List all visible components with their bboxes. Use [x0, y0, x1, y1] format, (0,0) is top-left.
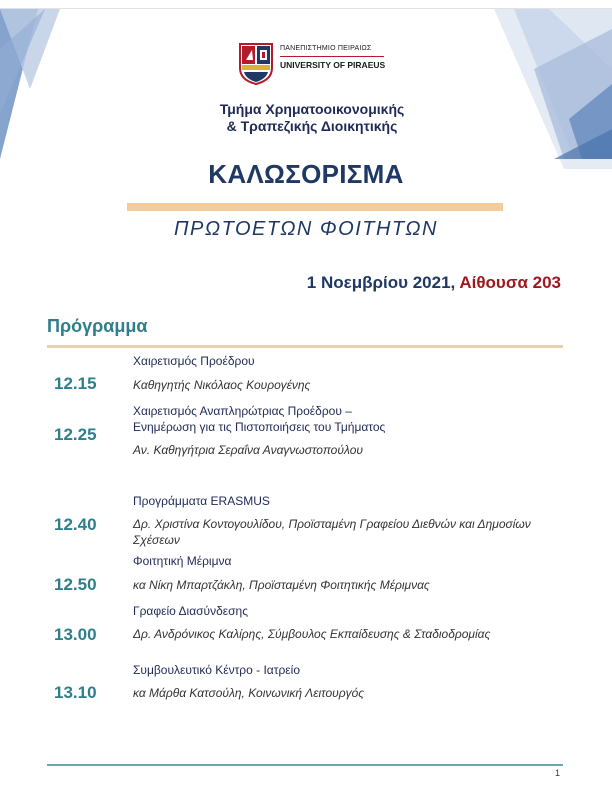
event-room: Αίθουσα 203 — [459, 273, 561, 292]
program-item-time: 13.10 — [54, 683, 97, 702]
logo-divider — [280, 56, 384, 57]
program-heading: Πρόγραμμα — [47, 316, 148, 336]
department-name — [0, 101, 612, 135]
program-item-time: 12.50 — [54, 575, 97, 594]
program-item-speaker: κα Μάρθα Κατσούλη, Κοινωνική Λειτουργός — [133, 686, 365, 700]
logo-english-text: UNIVERSITY OF PIRAEUS — [280, 60, 386, 70]
program-item-speaker: Δρ. Ανδρόνικος Καλίρης, Σύμβουλος Εκπαίδευσης & Σταδιοδρομίας — [133, 627, 491, 641]
program-item-title: Γραφείο Διασύνδεσης — [133, 604, 248, 618]
university-logo — [238, 42, 388, 86]
left-decoration — [0, 9, 70, 169]
page-title: ΚΑΛΩΣΟΡΙΣΜΑ — [208, 159, 404, 189]
right-decoration — [494, 9, 612, 169]
program-item-title: Προγράμματα ERASMUS — [133, 494, 270, 508]
program-item-time: 13.00 — [54, 625, 97, 644]
page-number: 1 — [555, 768, 561, 778]
logo-greek-text: ΠΑΝΕΠΙΣΤΗΜΙΟ ΠΕΙΡΑΙΩΣ — [280, 45, 372, 52]
program-item-time: 12.15 — [54, 374, 97, 393]
program-item-title: Χαιρετισμός Προέδρου — [133, 354, 255, 368]
program-item-speaker: Αν. Καθηγήτρια Σεραΐνα Αναγνωστοπούλου — [133, 443, 363, 457]
program-item-title: Φοιτητική Μέριμνα — [133, 554, 232, 568]
program-item-title: Χαιρετισμός Αναπληρώτριας Προέδρου – — [133, 404, 352, 418]
program-item-time: 12.40 — [54, 515, 97, 534]
program-divider — [47, 345, 563, 348]
program-item-time: 12.25 — [54, 425, 97, 444]
title-accent-bar — [127, 203, 503, 211]
event-date: 1 Νοεμβρίου 2021, — [306, 273, 460, 292]
footer-divider — [47, 764, 563, 766]
program-item-title: Συμβουλευτικό Κέντρο - Ιατρείο — [133, 663, 300, 677]
university-crest-icon — [238, 42, 274, 86]
page-subtitle — [0, 218, 612, 241]
program-item-speaker: Σχέσεων — [133, 533, 180, 547]
department-line-2: & Τραπεζικής Διοικητικής — [226, 118, 398, 134]
program-item-title: Ενημέρωση για τις Πιστοποιήσεις του Τμήματος — [133, 420, 386, 434]
department-line-1: Τμήμα Χρηματοοικονομικής — [219, 101, 405, 117]
program-item-speaker: κα Νίκη Μπαρτζάκλη, Προϊσταμένη Φοιτητικής Μέριμνας — [133, 578, 430, 592]
program-item-speaker: Καθηγητής Νικόλαος Κουρογένης — [133, 378, 311, 392]
program-item-speaker: Δρ. Χριστίνα Κοντογουλίδου, Προϊσταμένη Γραφείου Διεθνών και Δημοσίων — [133, 517, 531, 531]
subtitle-text: ΠΡΩΤΟΕΤΩΝ ΦΟΙΤΗΤΩΝ — [174, 218, 438, 240]
date-line — [307, 273, 561, 293]
